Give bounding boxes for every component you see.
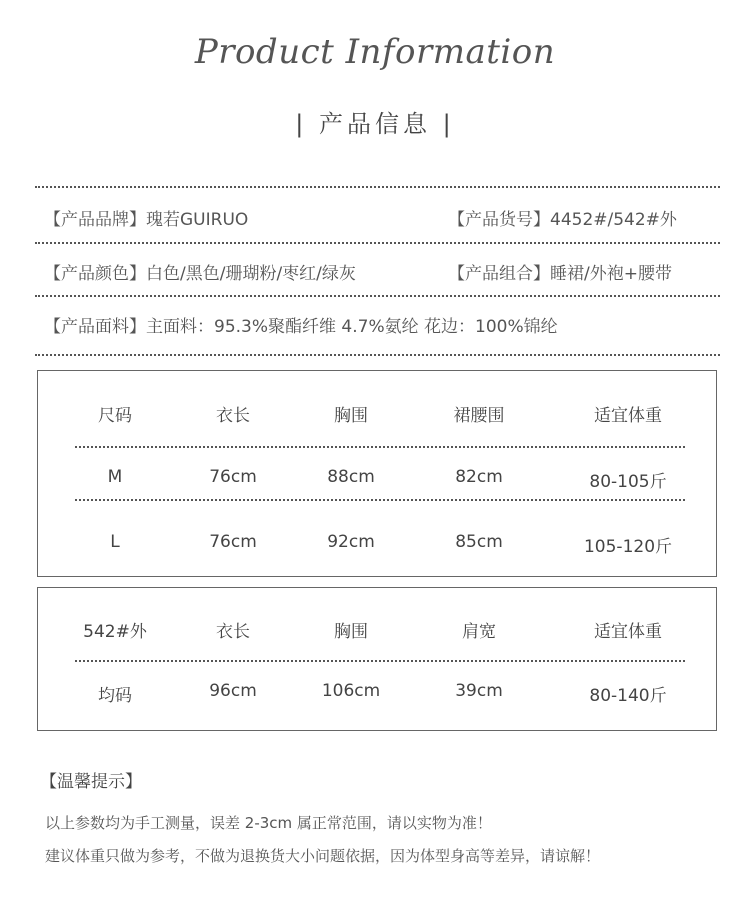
table-cell: 106cm (321, 681, 381, 701)
header-cell: 尺码 (98, 406, 132, 426)
table-cell: 均码 (98, 686, 132, 706)
table-cell: L (110, 532, 120, 552)
table-cell: 88cm (327, 467, 375, 487)
tips-title: 【温馨提示】 (40, 772, 142, 792)
table-row (38, 467, 716, 497)
table-cell: 85cm (455, 532, 503, 552)
table-row (38, 681, 716, 711)
title-script: Product Information (194, 32, 556, 72)
table-cell: 92cm (327, 532, 375, 552)
header-cell: 适宜体重 (594, 622, 662, 642)
header-cell: 衣长 (216, 406, 250, 426)
table-header-row (38, 401, 716, 431)
fabric-text: 【产品面料】主面料：95.3%聚酯纤维 4.7%氨纶 花边：100%锦纶 (44, 317, 558, 337)
header-cell: 542#外 (83, 622, 147, 642)
table-divider (75, 499, 685, 501)
combo-text: 【产品组合】睡裙/外袍+腰带 (448, 264, 672, 284)
brand-text: 【产品品牌】瑰若GUIRUO (44, 210, 249, 230)
outer-robe-table (37, 587, 717, 731)
table-cell: M (107, 467, 123, 487)
divider (35, 186, 720, 188)
table-cell: 105-120斤 (583, 537, 673, 557)
header-cell: 裙腰围 (453, 406, 505, 426)
table-cell: 96cm (209, 681, 257, 701)
table-cell: 80-140斤 (589, 686, 667, 706)
table-cell: 76cm (209, 467, 257, 487)
table-cell: 82cm (455, 467, 503, 487)
table-row (38, 532, 716, 562)
header-cell: 胸围 (334, 406, 368, 426)
divider (35, 354, 720, 356)
table-cell: 39cm (455, 681, 503, 701)
item-number-text: 【产品货号】4452#/542#外 (448, 210, 677, 230)
divider (35, 242, 720, 244)
table-header-row (38, 617, 716, 647)
table-divider (75, 446, 685, 448)
table-divider (75, 660, 685, 662)
page-subtitle: | 产品信息 | (295, 110, 455, 138)
size-table (37, 370, 717, 577)
header-cell: 肩宽 (462, 622, 496, 642)
divider (35, 295, 720, 297)
table-cell: 80-105斤 (589, 472, 667, 492)
header-cell: 衣长 (216, 622, 250, 642)
table-cell: 76cm (209, 532, 257, 552)
tips-line: 以上参数均为手工测量，误差 2-3cm 属正常范围，请以实物为准！ (45, 814, 492, 832)
color-text: 【产品颜色】白色/黑色/珊瑚粉/枣红/绿灰 (44, 264, 356, 284)
tips-line: 建议体重只做为参考，不做为退换货大小问题依据，因为体型身高等差异，请谅解！ (45, 847, 601, 865)
header-cell: 胸围 (334, 622, 368, 642)
header-cell: 适宜体重 (594, 406, 662, 426)
